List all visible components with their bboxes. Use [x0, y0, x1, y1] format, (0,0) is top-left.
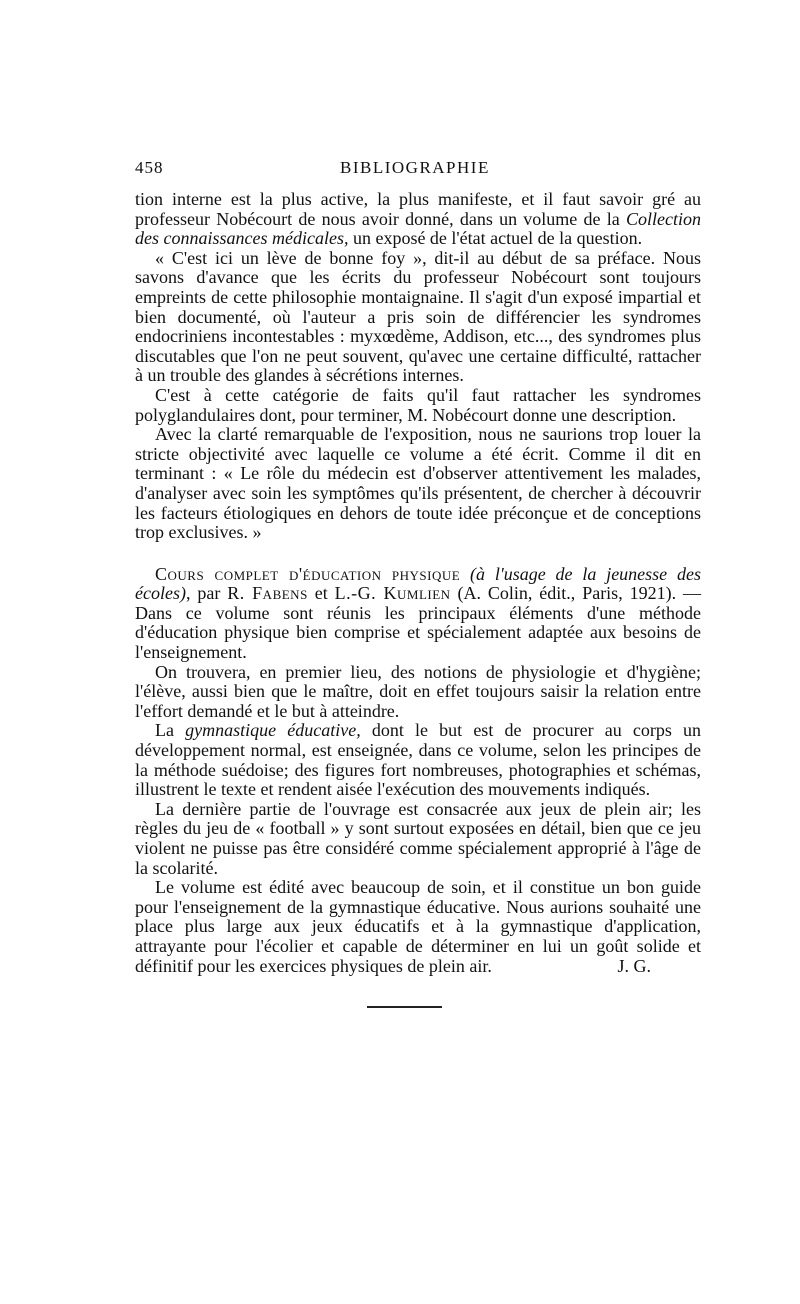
- review1-paragraph-1: tion interne est la plus active, la plus manifeste, et il faut savoir gré au professeur Nobécourt de nous avoir donné, dans un volume de la Collection des connaissances médicales, un exposé de l'état actuel de la question.: [135, 189, 701, 249]
- review2-paragraph-4: La dernière partie de l'ouvrage est consacrée aux jeux de plein air; les règles du jeu de « football » y sont surtout exposées en détail, bien que ce jeu violent ne puisse pas être considéré comme spécialement approprié à l'âge de la scolarité.: [135, 798, 701, 878]
- collection-title: Collection des connaissances médicales,: [135, 208, 701, 249]
- book-title: Cours complet d'éducation physique: [155, 563, 461, 584]
- review1-paragraph-4: Avec la clarté remarquable de l'exposition, nous ne saurions trop louer la stricte objectivité avec laquelle ce volume a été écrit. Comme il dit en terminant : « Le rôle du médecin est d'observer attentivement les malades, d'analyser avec soin les symptômes qu'ils présentent, de chercher à découvrir les facteurs étiologiques en dehors de toute idée préconçue et de conceptions trop exclusives. »: [135, 424, 701, 543]
- reviewer-signature: J. G.: [617, 955, 651, 976]
- gymnastique-educative-term: gymnastique éducative,: [185, 720, 361, 741]
- author-1: R. Fabens: [227, 583, 308, 604]
- review2-heading-paragraph: Cours complet d'éducation physique (à l'usage de la jeunesse des écoles), par R. Fabens et L.-G. Kumlien (A. Colin, édit., Paris, 1921). — Dans ce volume sont réunis les principaux éléments d'une méthode d'éducation physique bien comprise et spécialement adaptée aux besoins de l'enseignement.: [135, 563, 702, 663]
- review1-paragraph-3: C'est à cette catégorie de faits qu'il faut rattacher les syndromes polyglandulaires dont, pour terminer, M. Nobécourt donne une description.: [135, 384, 701, 425]
- book-subtitle: (à l'usage de la jeunesse des écoles): [135, 563, 702, 604]
- author-2: L.-G. Kumlien: [334, 583, 451, 604]
- review2-paragraph-3: La gymnastique éducative, dont le but est de procurer au corps un développement normal, est enseignée, dans ce volume, selon les principes de la méthode suédoise; des figures fort nombreuses, photographies et schémas, illustrent le texte et rendent aisée l'exécution des mouvements indiqués.: [135, 720, 701, 800]
- publisher: (A. Colin, édit., Paris, 1921). —: [450, 583, 701, 604]
- review-cours-education-physique: [135, 565, 701, 976]
- running-title: BIBLIOGRAPHIE: [340, 158, 490, 177]
- review-nobecourt: [135, 190, 701, 543]
- page: [135, 150, 701, 1008]
- review2-paragraph-2: On trouvera, en premier lieu, des notions de physiologie et d'hygiène; l'élève, aussi bien que le maître, doit en effet toujours saisir la relation entre l'effort demandé et le but à atteindre.: [135, 661, 701, 721]
- review2-paragraph-5: Le volume est édité avec beaucoup de soin, et il constitue un bon guide pour l'enseignement de la gymnastique éducative. Nous aurions souhaité une place plus large aux jeux éducatifs et à la gymnastique d'application, attrayante pour l'écolier et capable de déterminer en lui un goût solide et définitif pour les exercices physiques de plein air. J. G.: [135, 877, 701, 976]
- page-number: 458: [135, 158, 164, 177]
- review1-paragraph-2: « C'est ici un lève de bonne foy », dit-il au début de sa préface. Nous savons d'avance que les écrits du professeur Nobécourt sont toujours empreints de cette philosophie montaignaine. Il s'agit d'un exposé impartial et bien documenté, où l'auteur a pris soin de différencier les syndromes endocriniens incontestables : myxœdème, Addison, etc..., des syndromes plus discutables que l'on ne peut souvent, qu'avec une certaine difficulté, rattacher à un trouble des glandes à sécrétions internes.: [135, 247, 701, 386]
- page-header: [135, 150, 701, 180]
- section-divider: [367, 1006, 442, 1008]
